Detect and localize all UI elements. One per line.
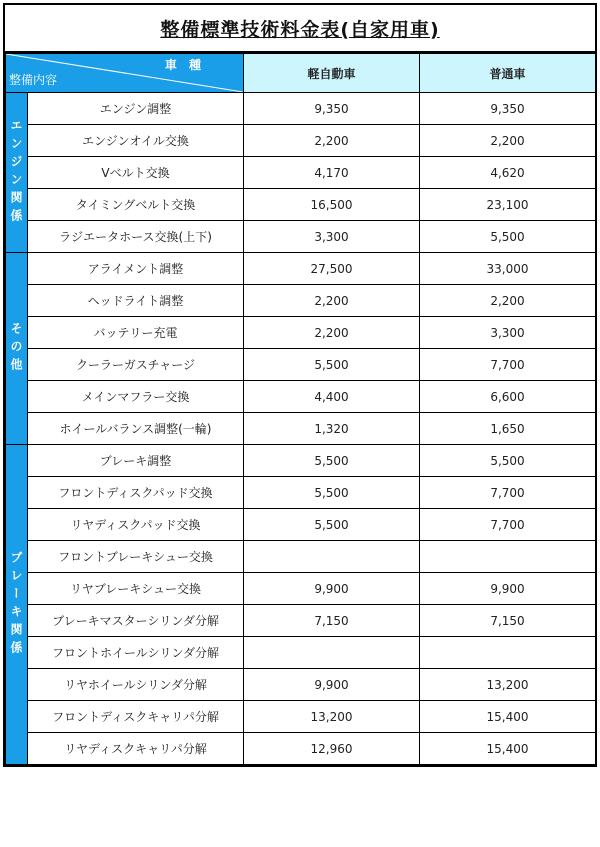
table-row [6, 701, 596, 733]
regular-price-cell: 7,150 [420, 605, 596, 637]
vehicle-type-label: 車 種 [164, 58, 205, 72]
table-row [6, 413, 596, 445]
light-price-cell: 12,960 [244, 733, 420, 765]
item-name-cell: リヤホイールシリンダ分解 [28, 669, 244, 701]
light-price-cell: 9,900 [244, 573, 420, 605]
item-name-cell: フロントディスクパッド交換 [28, 477, 244, 509]
regular-price-cell: 7,700 [420, 477, 596, 509]
table-row [6, 541, 596, 573]
item-name-cell: エンジンオイル交換 [28, 125, 244, 157]
column-header-regular: 普通車 [420, 54, 596, 93]
item-name-cell: ブレーキ調整 [28, 445, 244, 477]
item-name-cell: ブレーキマスターシリンダ分解 [28, 605, 244, 637]
category-cell: その他 [6, 253, 28, 445]
light-price-cell: 4,170 [244, 157, 420, 189]
regular-price-cell: 33,000 [420, 253, 596, 285]
category-cell: ブレーキ関係 [6, 445, 28, 765]
item-name-cell: アライメント調整 [28, 253, 244, 285]
item-name-cell: エンジン調整 [28, 93, 244, 125]
regular-price-cell: 9,350 [420, 93, 596, 125]
table-row [6, 157, 596, 189]
table-row [6, 381, 596, 413]
light-price-cell: 16,500 [244, 189, 420, 221]
regular-price-cell: 6,600 [420, 381, 596, 413]
table-row [6, 733, 596, 765]
item-name-cell: メインマフラー交換 [28, 381, 244, 413]
regular-price-cell: 2,200 [420, 125, 596, 157]
regular-price-cell: 5,500 [420, 445, 596, 477]
regular-price-cell: 4,620 [420, 157, 596, 189]
table-row [6, 125, 596, 157]
table-row [6, 605, 596, 637]
item-name-cell: クーラーガスチャージ [28, 349, 244, 381]
page-title: 整備標準技術料金表(自家用車) [160, 18, 440, 41]
price-table-sheet [3, 3, 597, 767]
light-price-cell: 9,350 [244, 93, 420, 125]
regular-price-cell [420, 541, 596, 573]
light-price-cell: 7,150 [244, 605, 420, 637]
table-row [6, 189, 596, 221]
regular-price-cell: 13,200 [420, 669, 596, 701]
table-row [6, 509, 596, 541]
item-name-cell: Vベルト交換 [28, 157, 244, 189]
price-table [5, 53, 596, 765]
regular-price-cell: 2,200 [420, 285, 596, 317]
work-content-label: 整備内容 [9, 73, 58, 87]
light-price-cell: 2,200 [244, 125, 420, 157]
diagonal-header-cell [6, 54, 244, 93]
item-name-cell: フロントホイールシリンダ分解 [28, 637, 244, 669]
item-name-cell: リヤディスクキャリパ分解 [28, 733, 244, 765]
light-price-cell: 4,400 [244, 381, 420, 413]
light-price-cell: 1,320 [244, 413, 420, 445]
regular-price-cell: 15,400 [420, 701, 596, 733]
header-row [6, 54, 596, 93]
table-row [6, 221, 596, 253]
item-name-cell: フロントディスクキャリパ分解 [28, 701, 244, 733]
regular-price-cell: 23,100 [420, 189, 596, 221]
item-name-cell: バッテリー充電 [28, 317, 244, 349]
light-price-cell [244, 637, 420, 669]
light-price-cell: 2,200 [244, 317, 420, 349]
table-row [6, 253, 596, 285]
light-price-cell: 5,500 [244, 509, 420, 541]
regular-price-cell: 15,400 [420, 733, 596, 765]
category-cell: エンジン関係 [6, 93, 28, 253]
light-price-cell: 5,500 [244, 445, 420, 477]
table-body [6, 93, 596, 765]
table-row [6, 93, 596, 125]
light-price-cell: 5,500 [244, 349, 420, 381]
table-row [6, 349, 596, 381]
light-price-cell: 5,500 [244, 477, 420, 509]
table-row [6, 285, 596, 317]
regular-price-cell: 9,900 [420, 573, 596, 605]
light-price-cell: 13,200 [244, 701, 420, 733]
item-name-cell: リヤディスクパッド交換 [28, 509, 244, 541]
table-row [6, 477, 596, 509]
light-price-cell: 3,300 [244, 221, 420, 253]
item-name-cell: フロントブレーキシュー交換 [28, 541, 244, 573]
regular-price-cell: 7,700 [420, 509, 596, 541]
item-name-cell: タイミングベルト交換 [28, 189, 244, 221]
item-name-cell: ラジエータホース交換(上下) [28, 221, 244, 253]
light-price-cell: 9,900 [244, 669, 420, 701]
table-row [6, 317, 596, 349]
title-bar [5, 5, 595, 53]
regular-price-cell: 7,700 [420, 349, 596, 381]
table-row [6, 637, 596, 669]
light-price-cell: 27,500 [244, 253, 420, 285]
item-name-cell: ホイールバランス調整(一輪) [28, 413, 244, 445]
item-name-cell: ヘッドライト調整 [28, 285, 244, 317]
regular-price-cell: 1,650 [420, 413, 596, 445]
table-row [6, 669, 596, 701]
item-name-cell: リヤブレーキシュー交換 [28, 573, 244, 605]
regular-price-cell: 5,500 [420, 221, 596, 253]
table-row [6, 445, 596, 477]
column-header-light: 軽自動車 [244, 54, 420, 93]
light-price-cell: 2,200 [244, 285, 420, 317]
regular-price-cell: 3,300 [420, 317, 596, 349]
regular-price-cell [420, 637, 596, 669]
table-row [6, 573, 596, 605]
light-price-cell [244, 541, 420, 573]
